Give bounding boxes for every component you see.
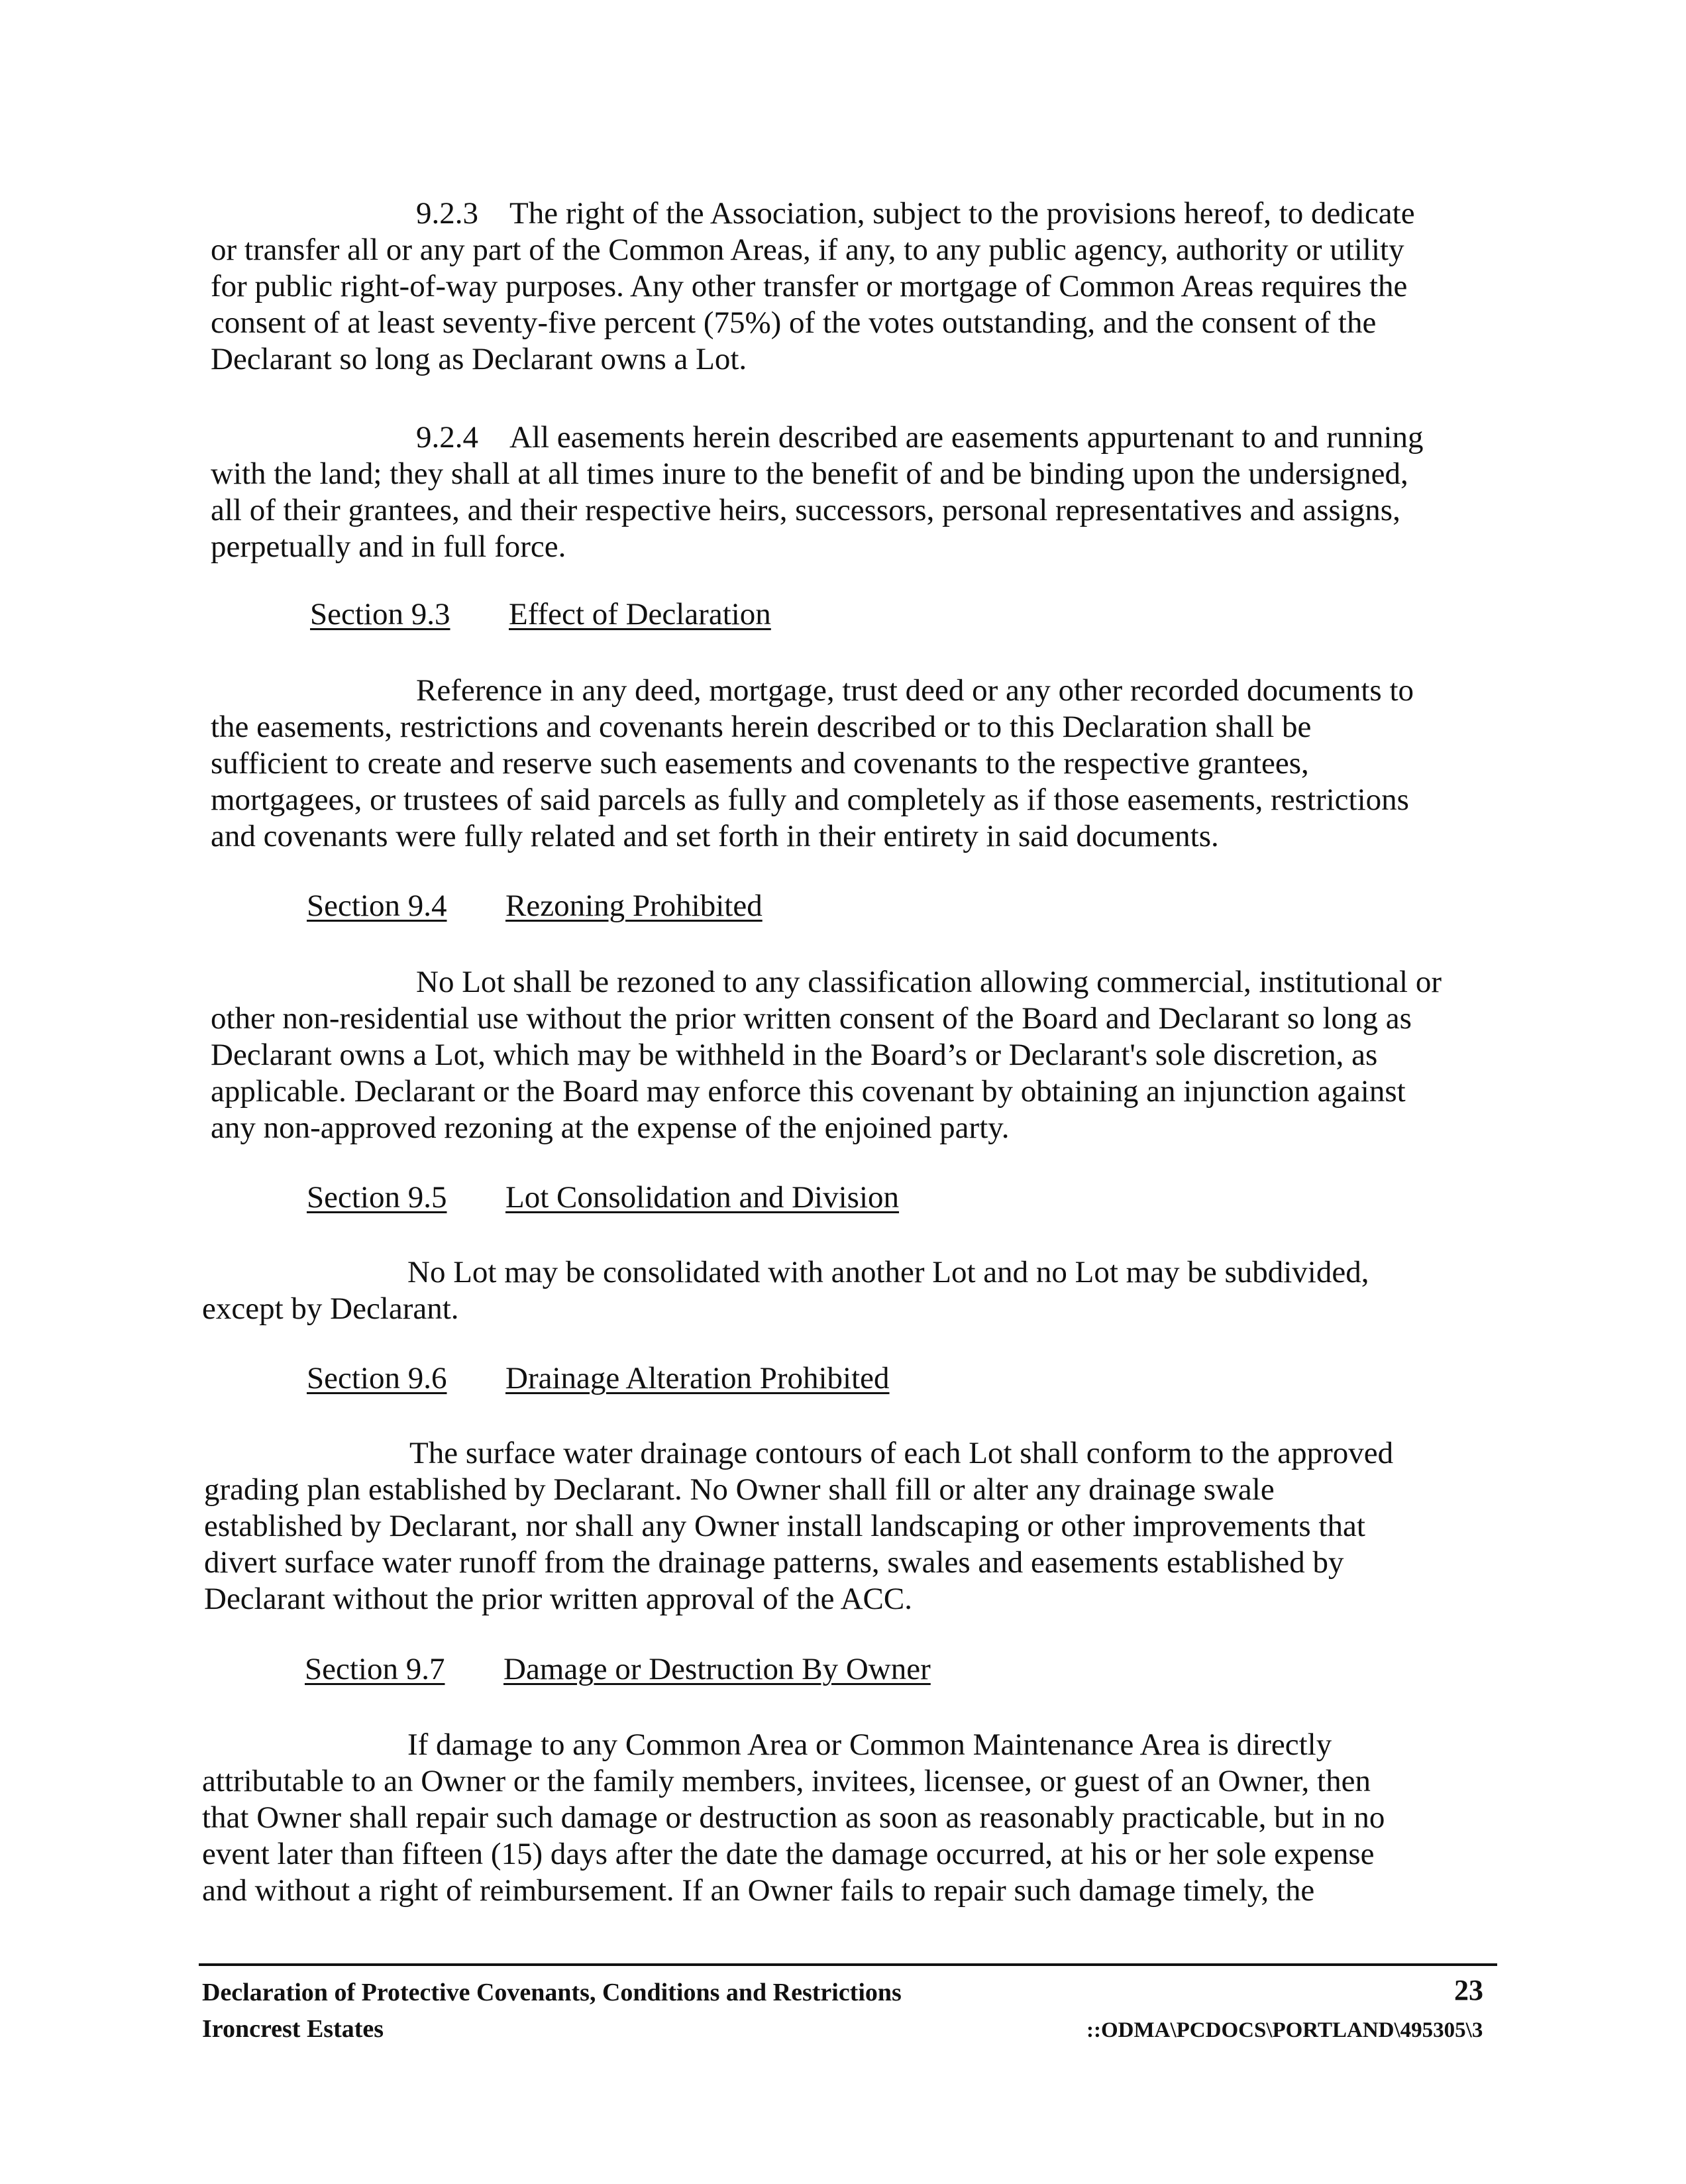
paragraph-line: Declarant owns a Lot, which may be withheld in the Board’s or Declarant's sole discretion, as bbox=[211, 1038, 1378, 1072]
paragraph-line: the easements, restrictions and covenants herein described or to this Declaration shall be bbox=[211, 710, 1312, 744]
section-number: Section 9.4 bbox=[307, 889, 447, 923]
section-number: Section 9.5 bbox=[307, 1180, 447, 1215]
paragraph-section-9-4 bbox=[211, 964, 1502, 1146]
paragraph-line: event later than fifteen (15) days after the date the damage occurred, at his or her sole expense bbox=[202, 1837, 1375, 1871]
paragraph-line: mortgagees, or trustees of said parcels as fully and completely as if those easements, restrictions bbox=[211, 783, 1409, 817]
section-title: Rezoning Prohibited bbox=[505, 889, 763, 923]
paragraph-line: The surface water drainage contours of each Lot shall conform to the approved bbox=[409, 1436, 1394, 1470]
paragraph-line: grading plan established by Declarant. No Owner shall fill or alter any drainage swale bbox=[204, 1472, 1275, 1507]
section-heading-9-5 bbox=[307, 1179, 900, 1216]
paragraph-line: Reference in any deed, mortgage, trust deed or any other recorded documents to bbox=[416, 673, 1414, 708]
paragraph-line: that Owner shall repair such damage or destruction as soon as reasonably practicable, but in no bbox=[202, 1800, 1385, 1835]
paragraph-line: for public right-of-way purposes. Any other transfer or mortgage of Common Areas requires the bbox=[211, 269, 1408, 303]
paragraph-section-9-5 bbox=[202, 1254, 1494, 1327]
paragraph-line: sufficient to create and reserve such easements and covenants to the respective grantees, bbox=[211, 746, 1309, 781]
paragraph-line: established by Declarant, nor shall any Owner install landscaping or other improvements that bbox=[204, 1509, 1365, 1543]
paragraph-9-2-4 bbox=[211, 419, 1502, 565]
page-number: 23 bbox=[1454, 1974, 1483, 2006]
section-title: Damage or Destruction By Owner bbox=[503, 1652, 931, 1686]
section-heading-9-7 bbox=[305, 1651, 931, 1688]
paragraph-section-9-3 bbox=[211, 673, 1502, 855]
paragraph-line: If damage to any Common Area or Common Maintenance Area is directly bbox=[407, 1727, 1332, 1762]
section-title: Lot Consolidation and Division bbox=[505, 1180, 900, 1215]
paragraph-line: all of their grantees, and their respective heirs, successors, personal representatives and assigns, bbox=[211, 493, 1400, 527]
paragraph-line: attributable to an Owner or the family members, invitees, licensee, or guest of an Owner, then bbox=[202, 1764, 1371, 1798]
section-heading-9-6 bbox=[307, 1360, 890, 1397]
section-heading-9-3 bbox=[310, 596, 771, 633]
paragraph-line: consent of at least seventy-five percent (75%) of the votes outstanding, and the consent of the bbox=[211, 305, 1377, 340]
paragraph-9-2-3 bbox=[211, 195, 1502, 378]
footer-document-title: Declaration of Protective Covenants, Conditions and Restrictions bbox=[202, 1979, 902, 2006]
section-title: Drainage Alteration Prohibited bbox=[505, 1361, 890, 1395]
paragraph-line: perpetually and in full force. bbox=[211, 529, 566, 564]
footer-divider bbox=[199, 1963, 1497, 1966]
paragraph-line: 9.2.3 The right of the Association, subject to the provisions hereof, to dedicate bbox=[416, 196, 1415, 231]
paragraph-line: 9.2.4 All easements herein described are easements appurtenant to and running bbox=[416, 420, 1424, 455]
footer-project-name: Ironcrest Estates bbox=[202, 2015, 384, 2043]
paragraph-line: and without a right of reimbursement. If an Owner fails to repair such damage timely, the bbox=[202, 1873, 1315, 1908]
section-number: Section 9.3 bbox=[310, 597, 450, 631]
paragraph-line: No Lot shall be rezoned to any classification allowing commercial, institutional or bbox=[416, 965, 1442, 999]
paragraph-line: and covenants were fully related and set forth in their entirety in said documents. bbox=[211, 819, 1219, 853]
paragraph-line: except by Declarant. bbox=[202, 1291, 459, 1326]
footer-document-reference: ::ODMA\PCDOCS\PORTLAND\495305\3 bbox=[1086, 2018, 1483, 2042]
paragraph-line: Declarant so long as Declarant owns a Lot. bbox=[211, 342, 747, 376]
section-number: Section 9.7 bbox=[305, 1652, 445, 1686]
paragraph-section-9-6 bbox=[204, 1435, 1496, 1617]
paragraph-line: or transfer all or any part of the Common Areas, if any, to any public agency, authority or utility bbox=[211, 233, 1404, 267]
section-number: Section 9.6 bbox=[307, 1361, 447, 1395]
section-title: Effect of Declaration bbox=[509, 597, 771, 631]
paragraph-line: Declarant without the prior written approval of the ACC. bbox=[204, 1582, 912, 1616]
paragraph-line: any non-approved rezoning at the expense of the enjoined party. bbox=[211, 1111, 1010, 1145]
paragraph-line: other non-residential use without the prior written consent of the Board and Declarant so long as bbox=[211, 1001, 1412, 1036]
paragraph-line: applicable. Declarant or the Board may enforce this covenant by obtaining an injunction against bbox=[211, 1074, 1406, 1109]
paragraph-line: with the land; they shall at all times inure to the benefit of and be binding upon the undersigned, bbox=[211, 457, 1408, 491]
section-heading-9-4 bbox=[307, 888, 763, 924]
paragraph-section-9-7 bbox=[202, 1727, 1494, 1909]
paragraph-line: divert surface water runoff from the drainage patterns, swales and easements established by bbox=[204, 1545, 1344, 1580]
paragraph-line: No Lot may be consolidated with another Lot and no Lot may be subdivided, bbox=[407, 1255, 1369, 1289]
